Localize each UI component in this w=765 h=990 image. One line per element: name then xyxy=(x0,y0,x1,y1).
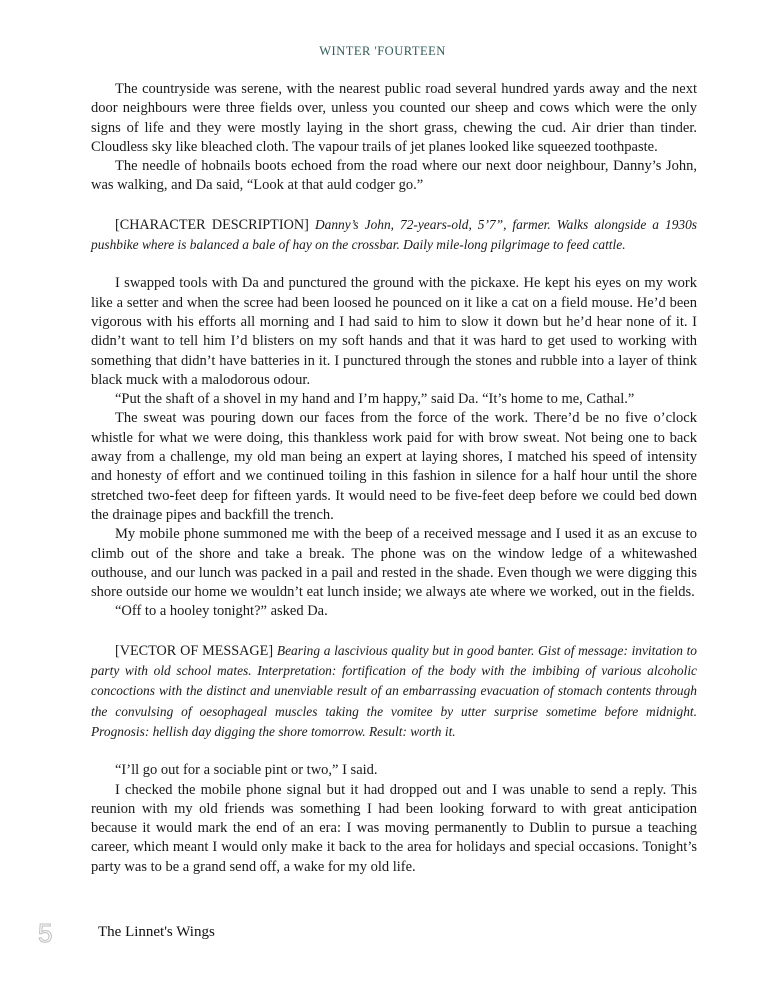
aside-tag: [VECTOR OF MESSAGE] xyxy=(115,642,274,659)
paragraph: “Put the shaft of a shovel in my hand and I’m happy,” said Da. “It’s home to me, Cathal.” xyxy=(115,391,635,408)
aside-tag: [CHARACTER DESCRIPTION] xyxy=(115,216,309,233)
character-description-aside xyxy=(91,215,697,256)
page-footer xyxy=(38,918,338,948)
aside-text: Bearing a lascivious quality but in good banter. Gist of message: invitation to party with old school mates. Interpretation: fortification of the body with the imbibing of various alcoholic concoctions with the distinct and unenviable result of an embarrassing evacuation of stomach contents through the convulsing of oesophageal muscles taking the vomitee by utter surprise sometime before midnight. Prognosis: hellish day digging the shore tomorrow. Result: worth it. xyxy=(91,642,697,739)
vector-of-message-aside xyxy=(91,641,697,742)
paragraph: I checked the mobile phone signal but it had dropped out and I was unable to send a reply. This reunion with my old friends was something I had been looking forward to with great anticipation because it would mark the end of an era: I was moving permanently to Dublin to pursue a teaching career, which meant I would only make it back to the area for holidays and special occasions. Tonight’s party was to be a grand send off, a wake for my old life. xyxy=(91,781,697,875)
article-body xyxy=(91,80,697,877)
paragraph: My mobile phone summoned me with the beep of a received message and I used it as an excuse to climb out of the shore and take a break. The phone was on the window ledge of a whitewashed outhouse, and our lunch was packed in a pail and rested in the shade. Even though we were digging this shore outside our home we wouldn’t eat lunch inside; we always ate where we worked, out in the fields. xyxy=(91,526,697,601)
aside-text: Danny’s John, 72-years-old, 5’7”, farmer. Walks alongside a 1930s pushbike where is balanced a bale of hay on the crossbar. Daily mile-long pilgrimage to feed cattle. xyxy=(91,216,697,253)
paragraph: The needle of hobnails boots echoed from the road where our next door neighbour, Danny’s John, was walking, and Da said, “Look at that auld codger go.” xyxy=(91,158,697,194)
magazine-title: The Linnet's Wings xyxy=(98,924,215,940)
running-header: WINTER 'FOURTEEN xyxy=(319,44,446,58)
paragraph: I swapped tools with Da and punctured the ground with the pickaxe. He kept his eyes on my work like a setter and when the scree had been loosed he pounced on it like a cat on a field mouse. He’d been vigorous with his efforts all morning and I had said to him to slow it down but he’d hear none of it. I didn’t want to tell him I’d blisters on my soft hands and that it was hard to get used to working with something that didn’t have batteries in it. I punctured through the stones and rubble into a layer of think black muck with a malodorous odour. xyxy=(91,275,697,388)
paragraph: “I’ll go out for a sociable pint or two,” I said. xyxy=(115,762,378,779)
paragraph: The sweat was pouring down our faces from the force of the work. There’d be no five o’clock whistle for what we were doing, this thankless work paid for with brow sweat. Not being one to back away from a challenge, my old man being an expert at laying shores, I matched his speed of intensity and honesty of effort and we continued toiling in this fashion in silence for a half hour until the shore stretched two-feet deep for fifteen yards. It would need to be five-feet deep before we could bed down the drainage pipes and backfill the trench. xyxy=(91,410,697,523)
paragraph: “Off to a hooley tonight?” asked Da. xyxy=(115,603,328,620)
paragraph: The countryside was serene, with the nearest public road several hundred yards away and the next door neighbours were three fields over, unless you counted our sheep and cows which were the only signs of life and they were mostly laying in the short grass, chewing the cud. Air drier than tinder. Cloudless sky like bleached cloth. The vapour trails of jet planes looked like squeezed toothpaste. xyxy=(91,81,697,155)
page-number: 5 xyxy=(38,918,53,948)
